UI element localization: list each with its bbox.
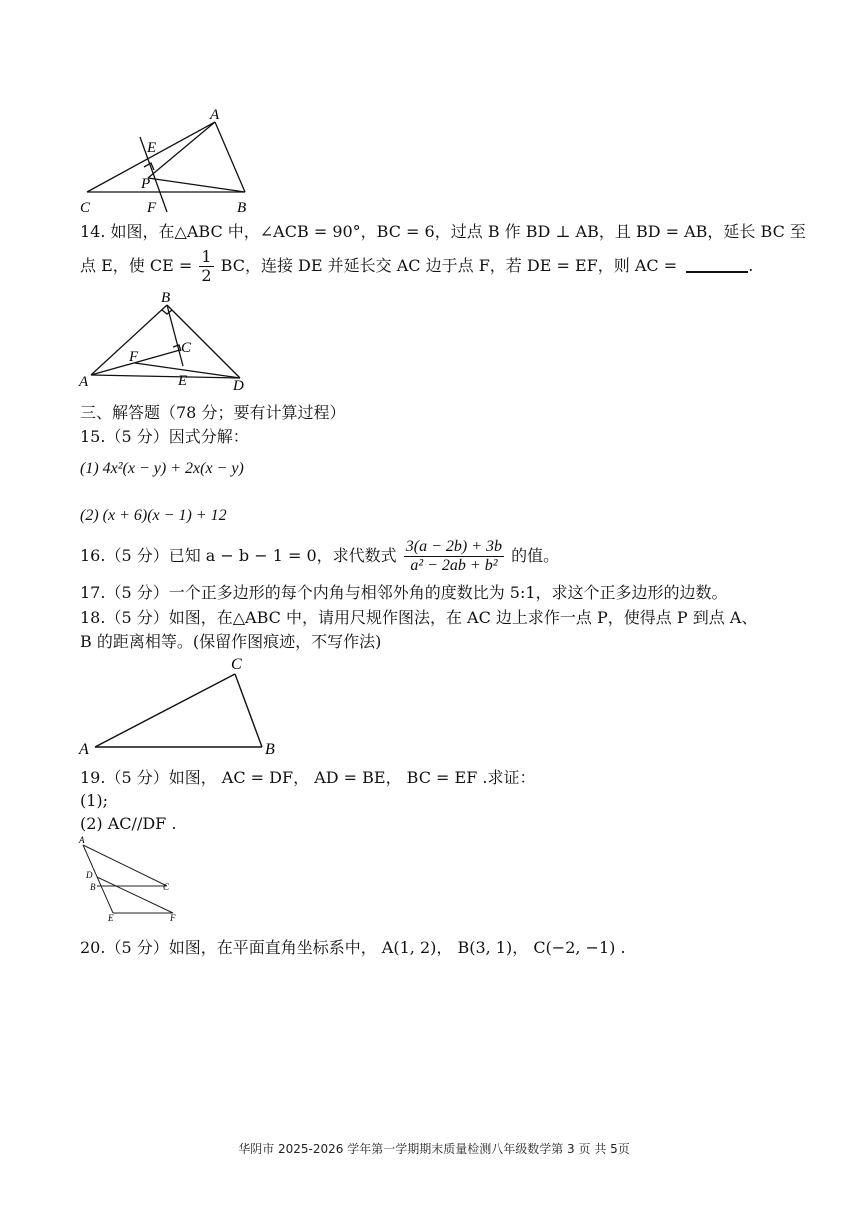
q16-text-b: 的值。	[511, 546, 560, 565]
fig19-label-f: F	[170, 913, 176, 923]
q14-answer-blank[interactable]	[686, 255, 748, 273]
q15-part1: (1) 4x²(x − y) + 2x(x − y)	[80, 460, 244, 477]
fig18-label-c: C	[231, 656, 242, 673]
q16-frac-num: 3(a − 2b) + 3b	[405, 538, 503, 555]
q14-fraction	[199, 248, 213, 285]
fig14-label-a: A	[79, 374, 89, 390]
fig18-label-b: B	[265, 741, 275, 758]
fig19-label-e: E	[108, 913, 114, 923]
fig19-label-b: B	[90, 882, 96, 892]
q19-part1: (1);	[80, 791, 109, 810]
q16-text-a: 16.（5 分）已知 a − b − 1 = 0，求代数式	[80, 546, 397, 565]
q16-fraction	[404, 538, 504, 575]
q14-line2-b: BC，连接 DE 并延长交 AC 边于点 F，若 DE = EF，则 AC =	[220, 256, 678, 275]
fig14-label-d: D	[233, 378, 244, 394]
q14-line2	[80, 246, 753, 286]
fig19-label-c: C	[163, 882, 170, 892]
q15-title: 15.（5 分）因式分解：	[80, 427, 249, 446]
q14-frac-den: 2	[201, 266, 212, 285]
q16-line	[80, 536, 559, 576]
fig13-label-f: F	[147, 200, 157, 216]
q15-part2: (2) (x + 6)(x − 1) + 12	[80, 507, 227, 524]
fig18-label-a: A	[79, 741, 89, 758]
q18-line1: 18.（5 分）如图，在△ABC 中，请用尺规作图法，在 AC 边上求作一点 P，使得点 P 到点 A、	[80, 608, 758, 627]
q17-line: 17.（5 分）一个正多边形的每个内角与相邻外角的度数比为 5:1，求这个正多边形的边数。	[80, 583, 728, 602]
figure-13	[75, 105, 275, 220]
q20-line: 20.（5 分）如图，在平面直角坐标系中， A(1, 2)， B(3, 1)， C(−2, −1) .	[80, 938, 626, 957]
figure-19	[75, 835, 190, 923]
fig14-label-b: B	[161, 290, 171, 306]
fig19-label-d: D	[86, 870, 93, 880]
q14-line2-end: .	[748, 256, 754, 275]
q14-line1: 14. 如图，在△ABC 中，∠ACB = 90°，BC = 6，过点 B 作 BD ⊥ AB，且 BD = AB，延长 BC 至	[80, 222, 806, 241]
q14-line2-a: 点 E，使 CE =	[80, 256, 193, 275]
figure-18	[75, 652, 295, 760]
fig14-label-f: F	[129, 349, 139, 365]
page-footer: 华阴市 2025-2026 学年第一学期期末质量检测八年级数学第 3 页 共 5页	[238, 1142, 630, 1156]
q19-part2: (2) AC//DF .	[80, 814, 177, 833]
fig13-label-b: B	[237, 200, 247, 216]
fig13-label-a: A	[210, 107, 220, 123]
fig13-label-c: C	[80, 200, 91, 216]
q19-line1: 19.（5 分）如图， AC = DF， AD = BE， BC = EF .求证：	[80, 768, 536, 787]
fig19-label-a: A	[79, 835, 85, 845]
fig13-label-p: P	[141, 176, 151, 192]
fig14-label-c: C	[181, 340, 192, 356]
section-3-heading: 三、解答题（78 分；要有计算过程）	[80, 403, 346, 422]
q14-frac-num: 1	[201, 247, 212, 266]
figure-14	[75, 288, 265, 396]
q16-frac-den: a² − 2ab + b²	[410, 557, 498, 574]
fig13-label-e: E	[147, 140, 157, 156]
q18-line2: B 的距离相等。(保留作图痕迹，不写作法)	[80, 632, 382, 651]
fig14-label-e: E	[178, 373, 188, 389]
